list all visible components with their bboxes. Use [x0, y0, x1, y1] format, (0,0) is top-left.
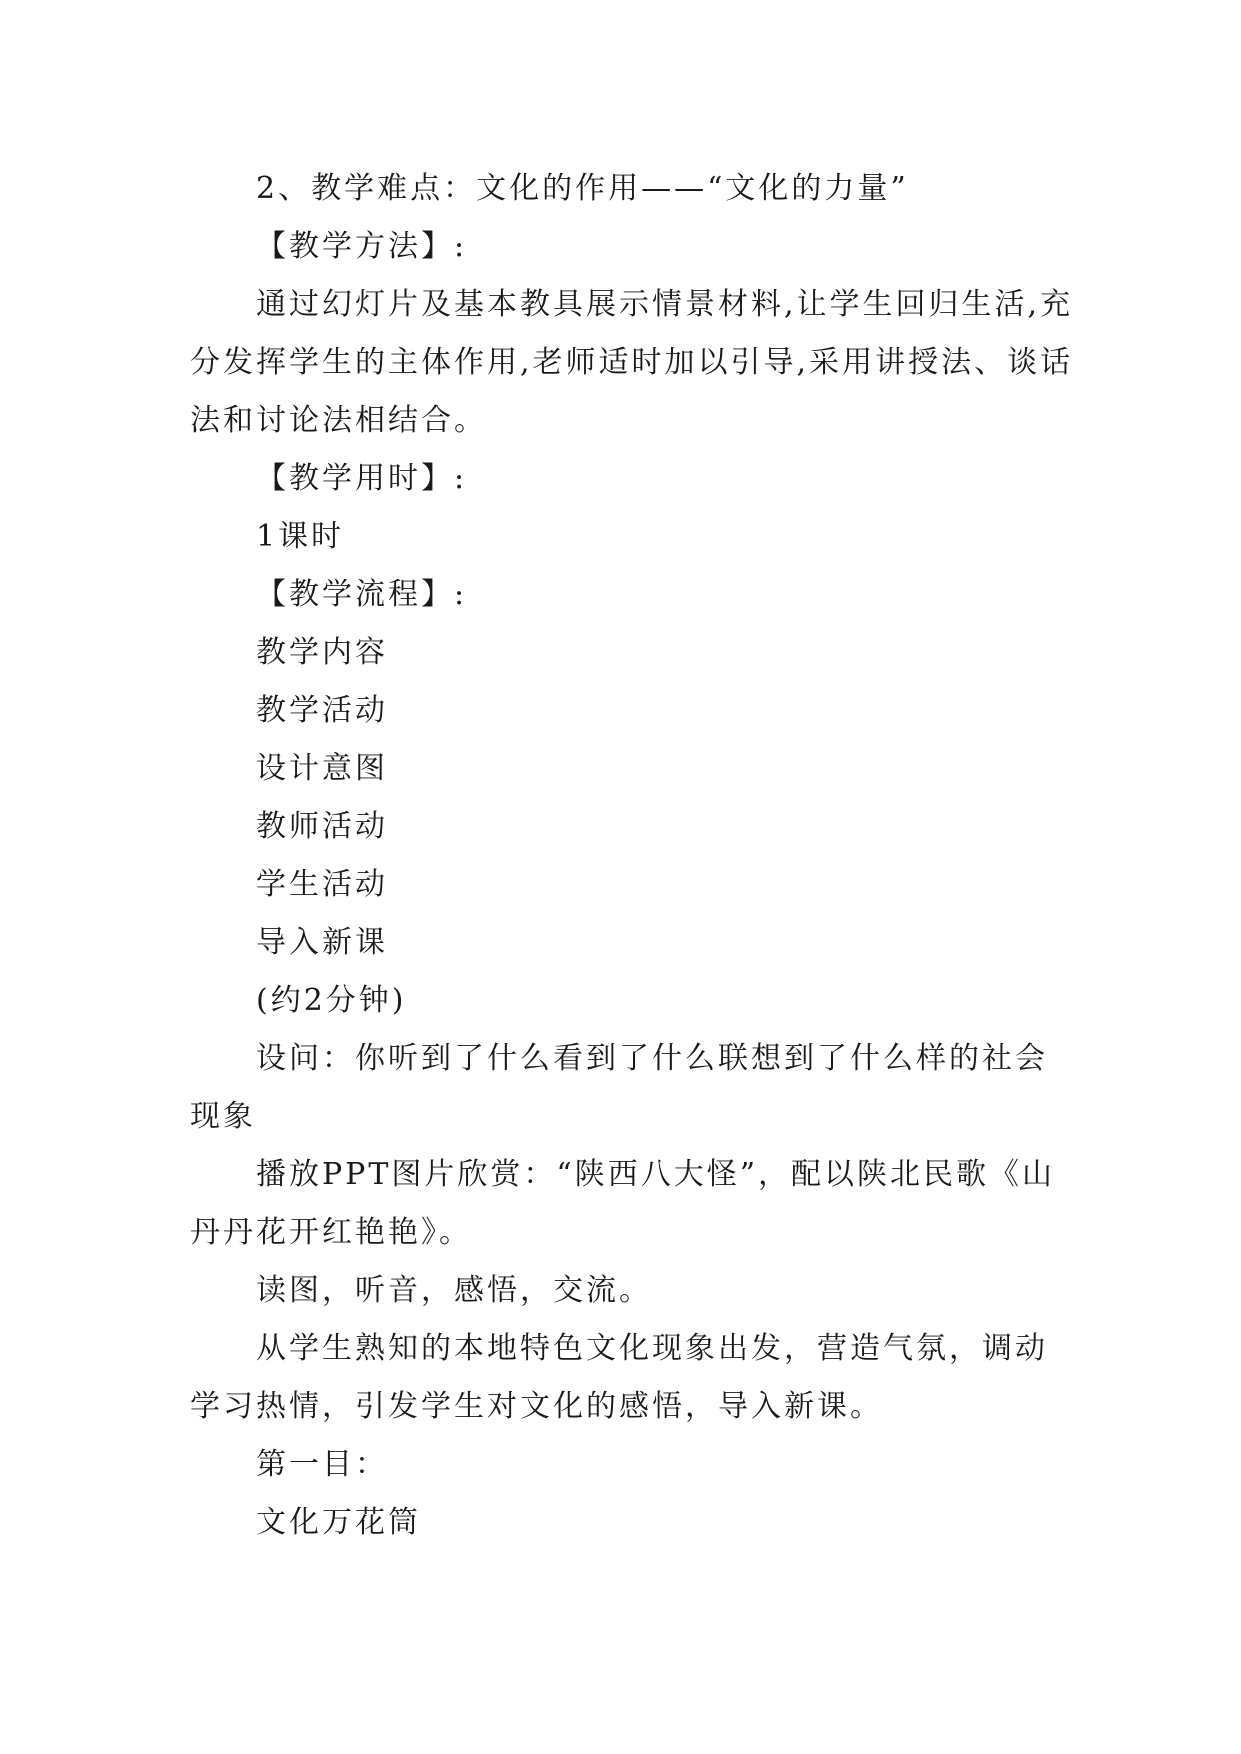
section-intro-duration: (约2分钟) [256, 983, 407, 1018]
design-intent-paragraph: 从学生熟知的本地特色文化现象出发，营造气氛，调动学习热情，引发学生对文化的感悟，导入新课。 [190, 1331, 1048, 1424]
teaching-method-heading: 【教学方法】: [256, 229, 468, 264]
teaching-time-heading: 【教学用时】: [256, 461, 468, 496]
section-one-title: 文化万花筒 [256, 1505, 421, 1540]
table-header-teaching-content: 教学内容 [256, 635, 388, 670]
teaching-difficulty-line: 2、教学难点：文化的作用——“文化的力量” [256, 171, 909, 206]
section-one-label: 第一目： [256, 1447, 388, 1482]
teaching-process-heading: 【教学流程】: [256, 577, 468, 612]
document-body [190, 160, 1080, 1552]
teaching-time-value: 1课时 [256, 519, 345, 554]
student-activity-paragraph: 读图，听音，感悟，交流。 [256, 1273, 652, 1308]
teaching-method-paragraph: 通过幻灯片及基本教具展示情景材料,让学生回归生活,充分发挥学生的主体作用,老师适时加以引导,采用讲授法、谈话法和讨论法相结合。 [190, 287, 1074, 438]
table-header-teaching-activity: 教学活动 [256, 693, 388, 728]
intro-ppt-paragraph: 播放PPT图片欣赏：“陕西八大怪”，配以陕北民歌《山丹丹花开红艳艳》。 [190, 1157, 1056, 1250]
table-header-student-activity: 学生活动 [256, 867, 388, 902]
section-intro-title: 导入新课 [256, 925, 388, 960]
table-header-design-intent: 设计意图 [256, 751, 388, 786]
table-header-teacher-activity: 教师活动 [256, 809, 388, 844]
intro-question-paragraph: 设问：你听到了什么看到了什么联想到了什么样的社会现象 [190, 1041, 1048, 1134]
